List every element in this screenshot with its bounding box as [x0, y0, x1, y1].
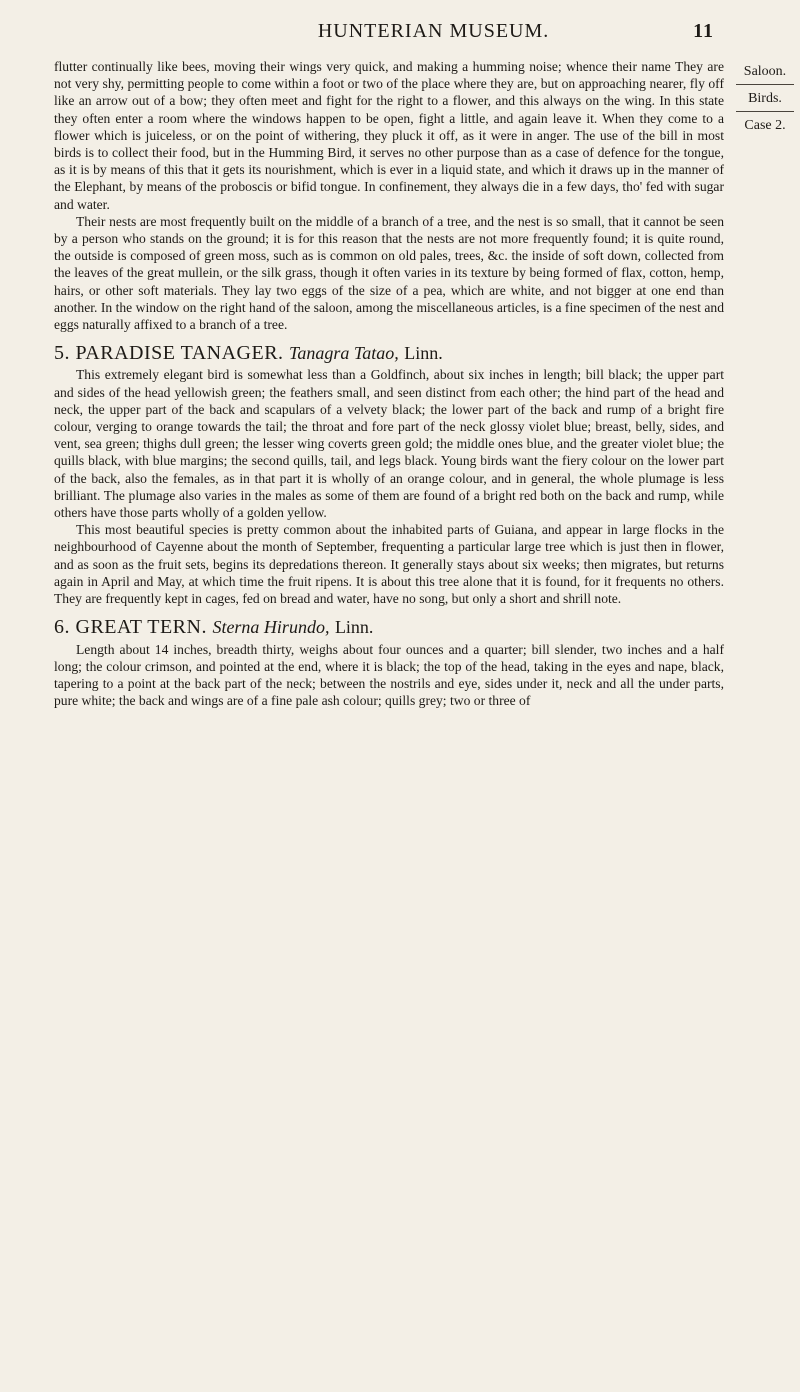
page-body — [54, 58, 724, 709]
margin-notes — [736, 58, 794, 138]
paragraph-tanager-habits: This most beautiful species is pretty common about the inhabited parts of Guiana, and appear in large flocks in the neighbourhood of Cayenne about the month of September, frequenting a particular large tree which is just then in flower, and as soon as the fruit sets, begins its depredations thereon. It generally stays about six weeks; then migrates, but returns again in April and May, at which time the fruit ripens. It is about this tree alone that it is found, for it frequents no others. They are frequently kept in cages, fed on bread and water, have no song, but only a short and shrill note. — [54, 522, 724, 607]
running-head — [54, 20, 714, 43]
running-title: HUNTERIAN MUSEUM. — [317, 20, 550, 42]
paragraph-tern-description: Length about 14 inches, breadth thirty, weighs about four ounces and a quarter; bill slender, two inches and a half long; the colour crimson, and pointed at the end, where it is black; the top of the head, taking in the eyes and nape, black, tapering to a point at the back part of the neck; between the nostrils and eye, sides under it, neck and all the under parts, pure white; the back and wings are of a fine pale ash colour; quills grey; two or three of — [54, 641, 724, 709]
paragraph-tanager-description: This extremely elegant bird is somewhat less than a Goldfinch, about six inches in length; bill black; the upper part and sides of the head yellowish green; the feathers small, and seen distinct from each other; the hind part of the head and neck, the upper part of the back and scapulars of a velvety black; the lower part of the back and rump of a bright fire colour, verging to orange towards the tail; the throat and fore part of the neck glossy violet blue; breast, belly, sides, and vent, sea green; thighs dull green; the lesser wing coverts green gold; the middle ones blue, and the greater violet blue; the quills black, with blue margins; the second quills, tail, and legs black. Young birds want the fiery colour on the lower part of the back, also the females, as in that part it is wholly of an orange colour, and in general, the whole plumage is less brilliant. The plumage also varies in the males as some of them are found of a bright red both on the back and rump, while others have those parts wholly of a golden yellow. — [54, 367, 724, 521]
scientific-name: Tanagra Tatao, — [289, 343, 399, 364]
scientific-name: Sterna Hirundo, — [212, 617, 330, 638]
section-heading-great-tern — [54, 616, 724, 639]
margin-note-saloon: Saloon. — [736, 58, 794, 85]
page-number: 11 — [693, 20, 714, 42]
authority: Linn. — [334, 617, 374, 638]
margin-note-birds: Birds. — [736, 85, 794, 112]
section-title: 6. GREAT TERN. — [54, 616, 207, 639]
margin-note-case: Case 2. — [744, 118, 786, 133]
paragraph-humming-nests: Their nests are most frequently built on the middle of a branch of a tree, and the nest is so small, that it cannot be seen by a person who stands on the ground; it is for this reason that the nests are not more frequently found; it is quite round, the outside is composed of green moss, such as is common on old pales, trees, &c. the inside of soft down, collected from the leaves of the great mullein, or the silk grass, though it often varies in its texture by being formed of flax, cotton, hemp, hairs, or other soft materials. They lay two eggs of the size of a pea, which are white, and not bigger at one end than another. In the window on the right hand of the saloon, among the miscellaneous articles, is a fine specimen of the nest and eggs naturally affixed to a branch of a tree. — [54, 213, 724, 333]
authority: Linn. — [404, 343, 443, 364]
section-title: 5. PARADISE TANAGER. — [54, 342, 284, 365]
paragraph-humming-behaviour: flutter continually like bees, moving their wings very quick, and making a humming noise; whence their name They are not very shy, permitting people to come within a foot or two of the place where they are, but on approaching nearer, fly off like an arrow out of a bow; they often meet and fight for the right to a flower, and this always on the wing. In this state they often enter a room where the windows happen to be open, fight a little, and again leave it. When they come to a flower which is juiceless, or on the point of withering, they pluck it off, as it were in anger. The use of the bill in most birds is to collect their food, but in the Humming Bird, it serves no other purpose than as a case of defence for the tongue, as it is by means of this that it gets its nourishment, which is ever in a liquid state, and which it draws up in the manner of the Elephant, by means of the proboscis or bifid tongue. In confinement, they always die in a few days, tho' fed with sugar and water. — [54, 59, 724, 212]
section-heading-paradise-tanager — [54, 342, 724, 365]
